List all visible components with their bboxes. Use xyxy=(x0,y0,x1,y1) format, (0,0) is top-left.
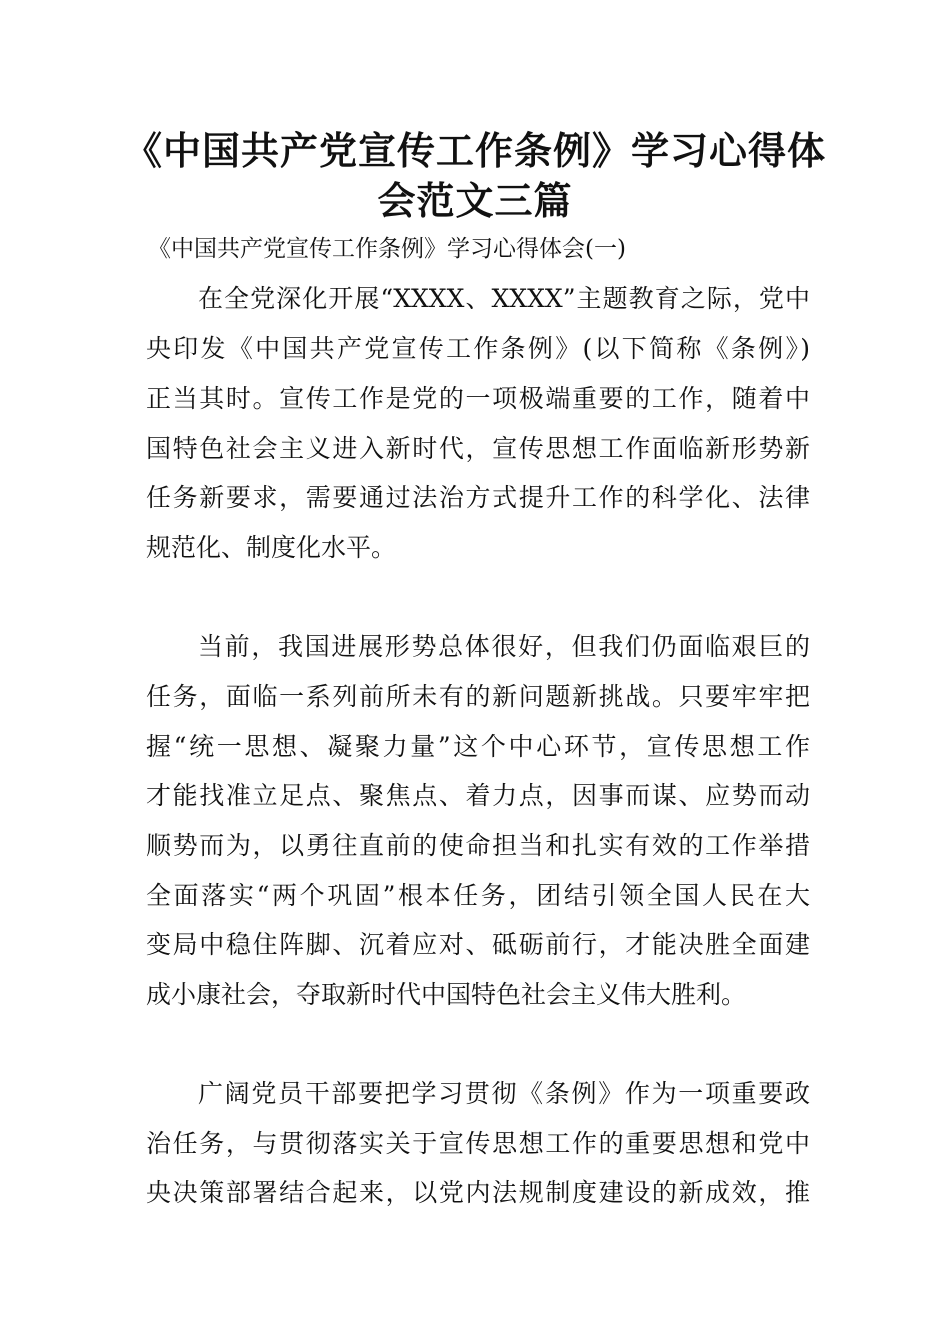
section-heading: 《中国共产党宣传工作条例》学习心得体会(一) xyxy=(148,236,626,262)
document-title-line-1: 《中国共产党宣传工作条例》学习心得体 xyxy=(123,129,826,173)
paragraph-line: 握“统一思想、凝聚力量”这个中心环节，宣传思想工作 xyxy=(146,732,810,761)
paragraph-line: 国特色社会主义进入新时代，宣传思想工作面临新形势新 xyxy=(146,434,810,463)
paragraph-line: 任务，面临一系列前所未有的新问题新挑战。只要牢牢把 xyxy=(146,682,810,711)
document-title-line-2: 会范文三篇 xyxy=(377,179,573,223)
paragraph-line: 央决策部署结合起来，以党内法规制度建设的新成效，推 xyxy=(146,1178,810,1207)
paragraph-line: 变局中稳住阵脚、沉着应对、砥砺前行，才能决胜全面建 xyxy=(146,930,810,959)
paragraph-line: 在全党深化开展“XXXX、XXXX”主题教育之际，党中 xyxy=(198,284,810,313)
paragraph-line: 规范化、制度化水平。 xyxy=(146,533,397,562)
paragraph-line: 广阔党员干部要把学习贯彻《条例》作为一项重要政 xyxy=(198,1079,810,1108)
paragraph-line: 正当其时。宣传工作是党的一项极端重要的工作，随着中 xyxy=(146,384,810,413)
paragraph-line: 全面落实“两个巩固”根本任务，团结引领全国人民在大 xyxy=(146,881,810,910)
paragraph-line: 治任务，与贯彻落实关于宣传思想工作的重要思想和党中 xyxy=(146,1129,810,1158)
paragraph-line: 当前，我国进展形势总体很好，但我们仍面临艰巨的 xyxy=(198,632,810,661)
paragraph-line: 才能找准立足点、聚焦点、着力点，因事而谋、应势而动 xyxy=(146,781,810,810)
paragraph-line: 顺势而为，以勇往直前的使命担当和扎实有效的工作举措 xyxy=(146,831,810,860)
paragraph-line: 任务新要求，需要通过法治方式提升工作的科学化、法律 xyxy=(146,483,810,512)
paragraph-line: 成小康社会，夺取新时代中国特色社会主义伟大胜利。 xyxy=(146,980,747,1009)
paragraph-line: 央印发《中国共产党宣传工作条例》(以下简称《条例》) xyxy=(146,334,810,363)
